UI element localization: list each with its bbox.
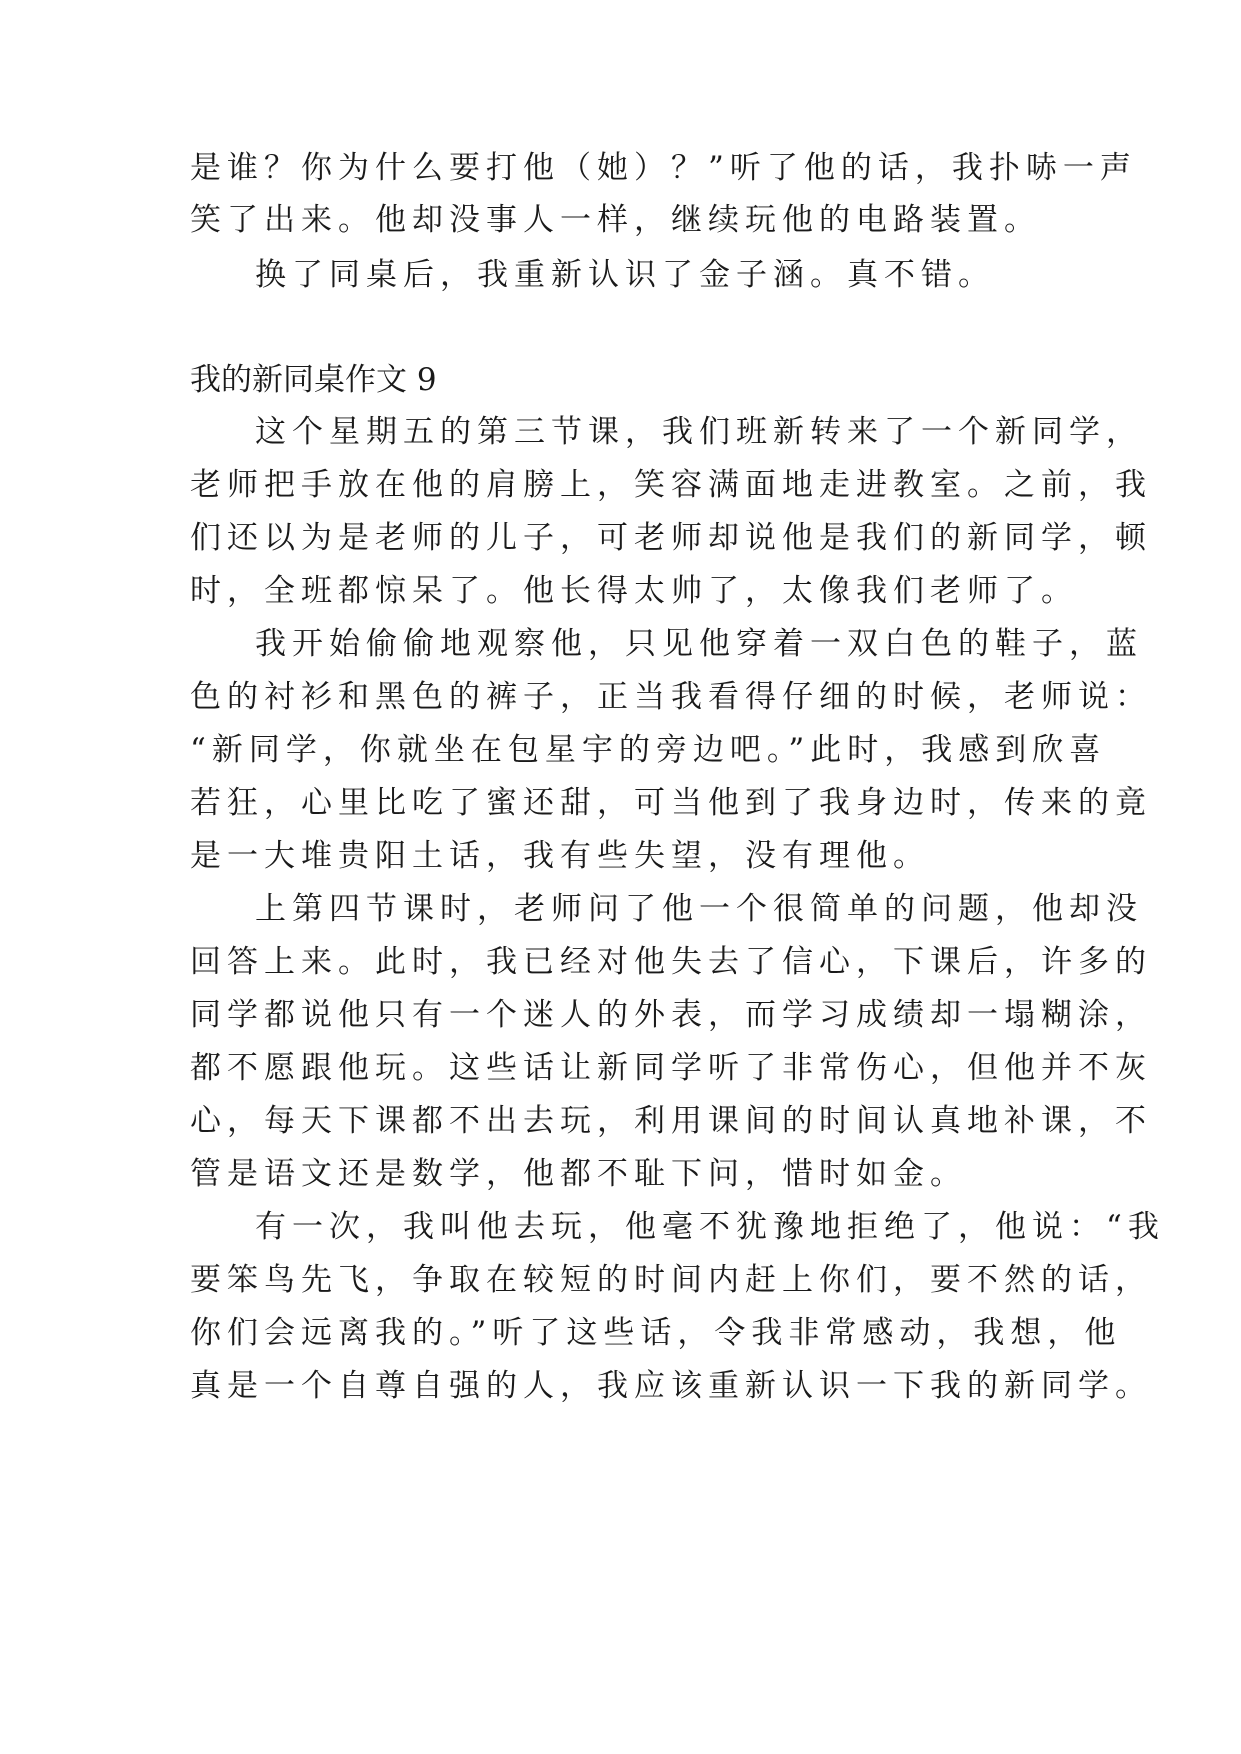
paragraph-line: 时，全班都惊呆了。他长得太帅了，太像我们老师了。 bbox=[190, 573, 1078, 609]
paragraph-line: 是一大堆贵阳土话，我有些失望，没有理他。 bbox=[190, 838, 930, 874]
paragraph-line: 回答上来。此时，我已经对他失去了信心，下课后，许多的 bbox=[190, 944, 1152, 980]
paragraph-line: 们还以为是老师的儿子，可老师却说他是我们的新同学，顿 bbox=[190, 520, 1152, 556]
paragraph-line: 这个星期五的第三节课，我们班新转来了一个新同学， bbox=[255, 414, 1143, 450]
paragraph-line: 色的衬衫和黑色的裤子，正当我看得仔细的时候，老师说： bbox=[190, 679, 1152, 715]
paragraph-line: 上第四节课时，老师问了他一个很简单的问题，他却没 bbox=[255, 891, 1143, 927]
paragraph-line: 笑了出来。他却没事人一样，继续玩他的电路装置。 bbox=[190, 202, 1041, 238]
essay-title: 我的新同桌作文 9 bbox=[190, 362, 437, 398]
paragraph-line: 若狂，心里比吃了蜜还甜，可当他到了我身边时，传来的竟 bbox=[190, 785, 1152, 821]
paragraph-line: 同学都说他只有一个迷人的外表，而学习成绩却一塌糊涂， bbox=[190, 997, 1152, 1033]
paragraph-line: 我开始偷偷地观察他，只见他穿着一双白色的鞋子，蓝 bbox=[255, 626, 1143, 662]
paragraph-line: 有一次，我叫他去玩，他毫不犹豫地拒绝了，他说：“我 bbox=[255, 1209, 1165, 1245]
paragraph-line: 换了同桌后，我重新认识了金子涵。真不错。 bbox=[255, 257, 995, 293]
paragraph-line: 你们会远离我的。”听了这些话，令我非常感动，我想，他 bbox=[190, 1315, 1122, 1351]
paragraph-line: 心，每天下课都不出去玩，利用课间的时间认真地补课，不 bbox=[190, 1103, 1152, 1139]
paragraph-line: 是谁？你为什么要打他（她）？”听了他的话，我扑哧一声 bbox=[190, 150, 1137, 186]
paragraph-line: 老师把手放在他的肩膀上，笑容满面地走进教室。之前，我 bbox=[190, 467, 1152, 503]
paragraph-line: “新同学，你就坐在包星宇的旁边吧。”此时，我感到欣喜 bbox=[190, 732, 1107, 768]
paragraph-line: 管是语文还是数学，他都不耻下问，惜时如金。 bbox=[190, 1156, 967, 1192]
paragraph-line: 要笨鸟先飞，争取在较短的时间内赶上你们，要不然的话， bbox=[190, 1262, 1152, 1298]
paragraph-line: 都不愿跟他玩。这些话让新同学听了非常伤心，但他并不灰 bbox=[190, 1050, 1152, 1086]
paragraph-line: 真是一个自尊自强的人，我应该重新认识一下我的新同学。 bbox=[190, 1368, 1152, 1404]
